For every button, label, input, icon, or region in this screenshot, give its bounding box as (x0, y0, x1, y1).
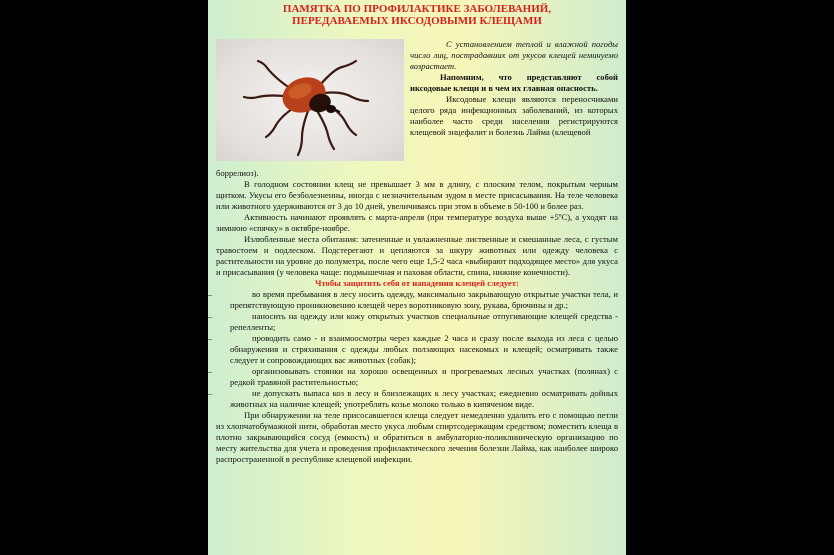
list-item: – организовывать стоянки на хорошо освещенных и прогреваемых лесных участках (полянах) с редкой травяной растительностью; (208, 366, 618, 387)
leaflet-page (208, 0, 626, 555)
paragraph-activity: Активность начинают проявлять с марта-апреля (при температуре воздуха выше +5ºС), а уходят на зимнюю «спячку» в октябре-ноябре. (216, 212, 618, 233)
dash-marker: – (208, 289, 213, 299)
paragraph-habitat: Излюбленные места обитания: затененные и увлажненные лиственные и смешанные леса, с густым травостоем и подлеском. Подстерегают и цепляются за шкуру животных или одежду человека с растительности на уровне до полуметра, после чего еще 1,5-2 часа «выбирают подходящее место» для укуса и присасывания (у человека чаще: подмышечная и паховая области, спина, нижние конечности). (216, 234, 618, 277)
body-text (208, 168, 618, 465)
dash-marker: – (208, 311, 213, 321)
list-item: – проводить само - и взаимоосмотры через каждые 2 часа и сразу после выхода из леса с целью обнаружения и стряхивания с одежды любых ползающих насекомых и клещей; осматривать также следует и сопровождающих вас животных (собак); (208, 333, 618, 365)
paragraph-continuation: боррелиоз). (216, 168, 259, 178)
paragraph-size: В голодном состоянии клещ не превышает 3 мм в длину, с плоским телом, покрытым черным щитком. Укусы его безболезненны, иногда с незначительным зудом в месте присасывания. На теле человека или животного удерживаются от 3 до 10 дней, увеличиваясь при этом в объеме в 50-100 и более раз. (216, 179, 618, 211)
title-line-1: ПАМЯТКА ПО ПРОФИЛАКТИКЕ ЗАБОЛЕВАНИЙ, (282, 3, 552, 15)
list-item: – наносить на одежду или кожу открытых участков специальные отпугивающие клещей средства - репелленты; (208, 311, 618, 332)
protection-heading: Чтобы защитить себя от нападения клещей следует: (315, 278, 519, 288)
dash-marker: – (208, 333, 213, 343)
intro-bold: Напомним, что представляют собой иксодовые клещи и в чем их главная опасность. (410, 72, 618, 93)
intro-italic: С установлением теплой и влажной погоды число лиц, пострадавших от укусов клещей неминуемо возрастает. (410, 39, 618, 71)
page-title (208, 3, 626, 27)
intro-paragraph: Иксодовые клещи являются переносчиками целого ряда инфекционных заболеваний, из которых наиболее часто среди населения регистрируются клещевой энцефалит и болезнь Лайма (клещевой (410, 94, 618, 137)
list-item: – во время пребывания в лесу носить одежду, максимально закрывающую открытые участки тела, и препятствующую проникновению клещей через воротниковую зону, рукава, брючины и др.; (208, 289, 618, 310)
list-item: – не допускать выпаса коз в лесу и близлежащих к лесу участках; ежедневно осматривать дойных животных на наличие клещей; употреблять козье молоко только в кипяченом виде. (208, 388, 618, 409)
dash-marker: – (208, 366, 213, 376)
dash-marker: – (208, 388, 213, 398)
tick-photo (216, 39, 404, 161)
protection-list (208, 289, 618, 410)
intro-block (410, 39, 618, 138)
title-line-2: ПЕРЕДАВАЕМЫХ ИКСОДОВЫМИ КЛЕЩАМИ (292, 15, 542, 27)
tick-icon (216, 39, 404, 161)
paragraph-removal: При обнаружении на теле присосавшегося клеща следует немедленно удалить его с помощью петли из хлопчатобумажной нити, обработав место укуса любым спиртсодержащим средством; поместить клеща в плотно закрывающийся сосуд (емкость) и обратиться в амбулаторно-поликлиническую организацию по месту жительства для учета и проведения профилактического лечения болезни Лайма, как наиболее широко распространенной в республике клещевой инфекции. (216, 410, 618, 464)
